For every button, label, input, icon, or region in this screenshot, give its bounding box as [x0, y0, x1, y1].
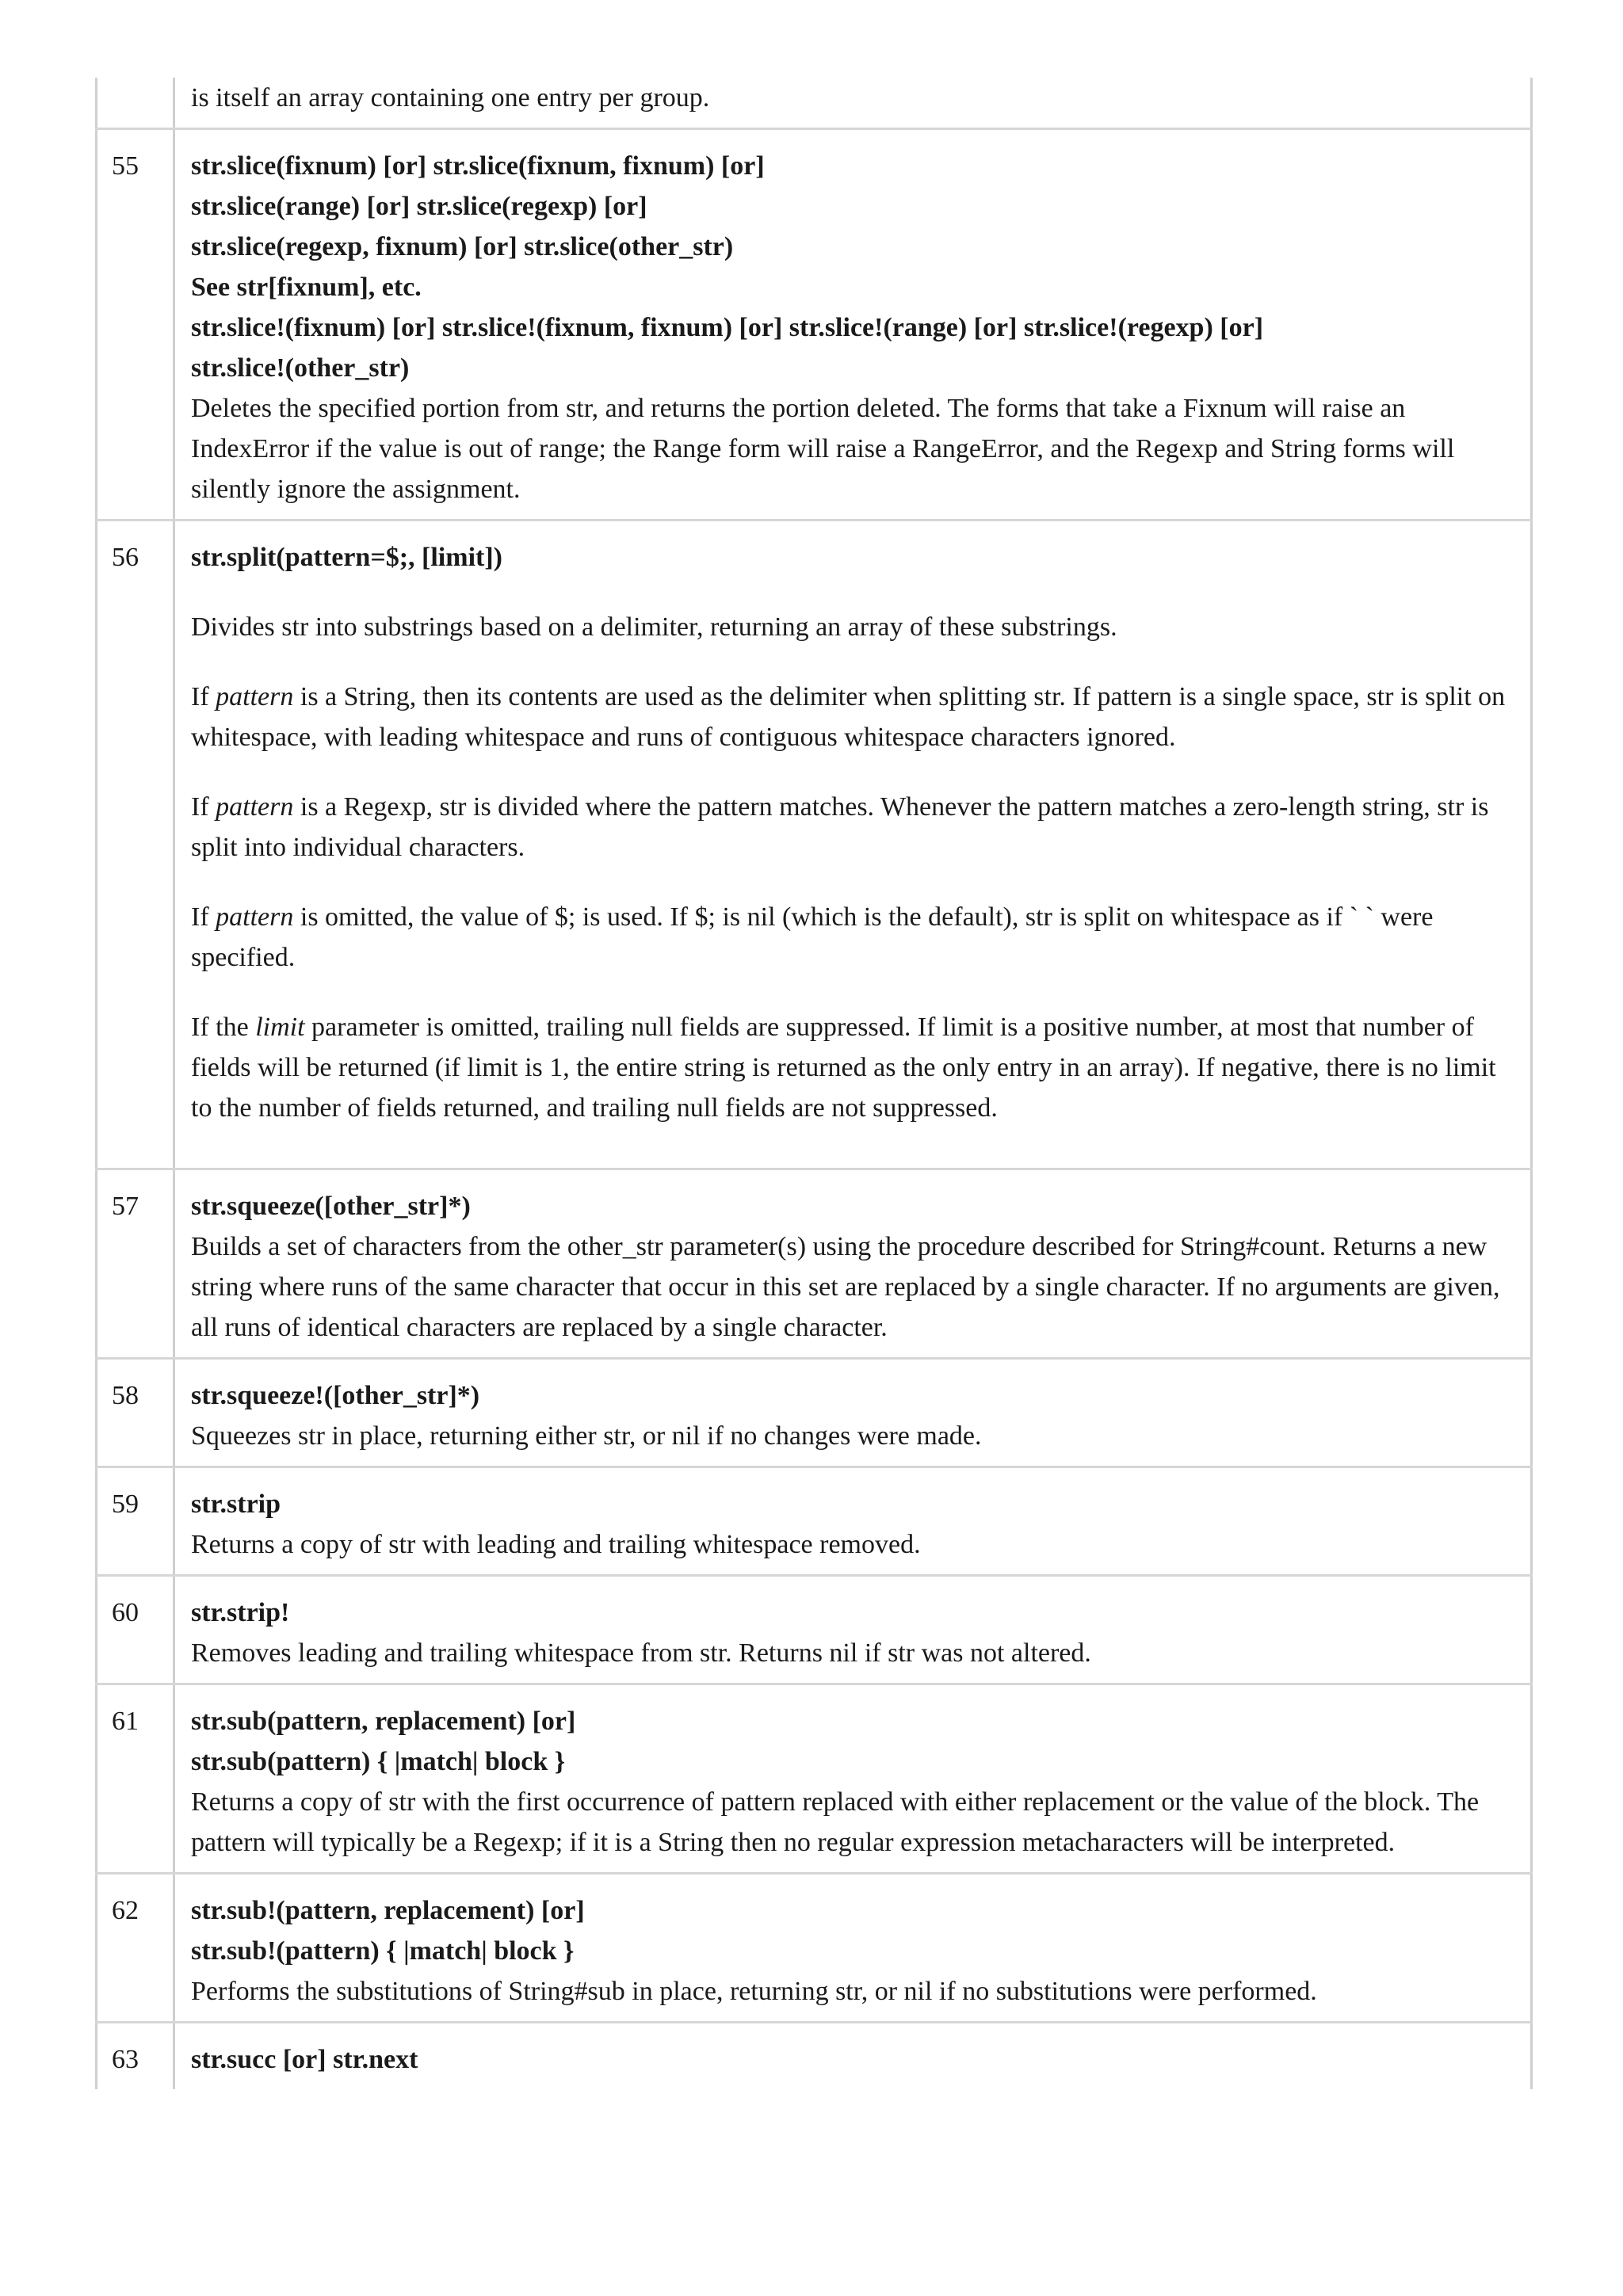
method-description: If pattern is a Regexp, str is divided where the pattern matches. Whenever the pattern matches a zero-length string, str is split into individual characters. — [191, 792, 1489, 862]
method-signature: str.slice!(fixnum) [or] str.slice!(fixnum, fixnum) [or] str.slice!(range) [or] str.slice!(regexp) [or] — [191, 313, 1264, 342]
table-row — [97, 129, 1532, 521]
row-number: 58 — [97, 1359, 174, 1467]
row-content — [174, 1169, 1532, 1359]
method-signature: str.slice(regexp, fixnum) [or] str.slice(other_str) — [191, 232, 734, 261]
method-signature: str.strip! — [191, 1598, 290, 1627]
method-signature: str.split(pattern=$;, [limit]) — [191, 543, 502, 572]
row-number: 60 — [97, 1576, 174, 1684]
method-signature: str.sub!(pattern) { |match| block } — [191, 1936, 575, 1966]
method-description: is itself an array containing one entry per group. — [191, 83, 710, 113]
method-signature: str.sub!(pattern, replacement) [or] — [191, 1896, 585, 1925]
row-content — [174, 2023, 1532, 2090]
method-description: If pattern is omitted, the value of $; is used. If $; is nil (which is the default), str is split on whitespace as if ` ` were specified. — [191, 902, 1434, 972]
row-content — [174, 1359, 1532, 1467]
row-number: 61 — [97, 1684, 174, 1874]
method-description: Builds a set of characters from the other_str parameter(s) using the procedure described for String#count. Returns a new string where runs of the same character that occur in this set are replaced by a single character. If no arguments are given, all runs of identical characters are replaced by a single character. — [191, 1232, 1500, 1342]
method-description: Removes leading and trailing whitespace from str. Returns nil if str was not altered. — [191, 1638, 1091, 1668]
method-signature: str.slice(fixnum) [or] str.slice(fixnum, fixnum) [or] — [191, 151, 765, 181]
method-signature: str.slice!(other_str) — [191, 353, 410, 383]
method-description: Squeezes str in place, returning either str, or nil if no changes were made. — [191, 1421, 982, 1451]
method-signature: str.squeeze!([other_str]*) — [191, 1381, 480, 1410]
row-content — [174, 1684, 1532, 1874]
row-number: 57 — [97, 1169, 174, 1359]
row-number: 59 — [97, 1467, 174, 1576]
row-content — [174, 129, 1532, 521]
method-signature: str.squeeze([other_str]*) — [191, 1192, 471, 1221]
method-description: Returns a copy of str with leading and trailing whitespace removed. — [191, 1530, 921, 1559]
row-number — [97, 78, 174, 129]
table-row — [97, 1467, 1532, 1576]
method-description: Performs the substitutions of String#sub in place, returning str, or nil if no substitutions were performed. — [191, 1977, 1317, 2006]
row-content — [174, 1874, 1532, 2023]
table-row — [97, 1576, 1532, 1684]
row-number: 56 — [97, 521, 174, 1169]
table-row — [97, 1874, 1532, 2023]
method-signature: str.slice(range) [or] str.slice(regexp) [or] — [191, 192, 647, 221]
method-signature: See str[fixnum], etc. — [191, 273, 422, 302]
table-row — [97, 1359, 1532, 1467]
method-signature: str.sub(pattern) { |match| block } — [191, 1747, 566, 1776]
table-row — [97, 78, 1532, 129]
method-signature: str.strip — [191, 1489, 281, 1519]
table-row — [97, 1684, 1532, 1874]
method-signature: str.sub(pattern, replacement) [or] — [191, 1707, 576, 1736]
method-signature: str.succ [or] str.next — [191, 2045, 418, 2074]
row-number: 63 — [97, 2023, 174, 2090]
row-number: 55 — [97, 129, 174, 521]
table-row — [97, 521, 1532, 1169]
method-description: Returns a copy of str with the first occurrence of pattern replaced with either replacement or the value of the block. The pattern will typically be a Regexp; if it is a String then no regular expression metacharacters will be interpreted. — [191, 1787, 1480, 1857]
row-content — [174, 521, 1532, 1169]
method-description: If the limit parameter is omitted, trailing null fields are suppressed. If limit is a positive number, at most that number of fields will be returned (if limit is 1, the entire string is returned as the only entry in an array). If negative, there is no limit to the number of fields returned, and trailing null fields are not suppressed. — [191, 1013, 1496, 1123]
row-content — [174, 78, 1532, 129]
row-content — [174, 1576, 1532, 1684]
table-row — [97, 1169, 1532, 1359]
table-row — [97, 2023, 1532, 2090]
method-description: Divides str into substrings based on a delimiter, returning an array of these substrings. — [191, 612, 1117, 642]
string-methods-table — [95, 78, 1533, 2089]
row-content — [174, 1467, 1532, 1576]
method-description: If pattern is a String, then its contents are used as the delimiter when splitting str. If pattern is a single space, str is split on whitespace, with leading whitespace and runs of contiguous whitespace characters ignored. — [191, 682, 1506, 752]
method-description: Deletes the specified portion from str, and returns the portion deleted. The forms that take a Fixnum will raise an IndexError if the value is out of range; the Range form will raise a RangeError, and the Regexp and String forms will silently ignore the assignment. — [191, 394, 1455, 504]
row-number: 62 — [97, 1874, 174, 2023]
